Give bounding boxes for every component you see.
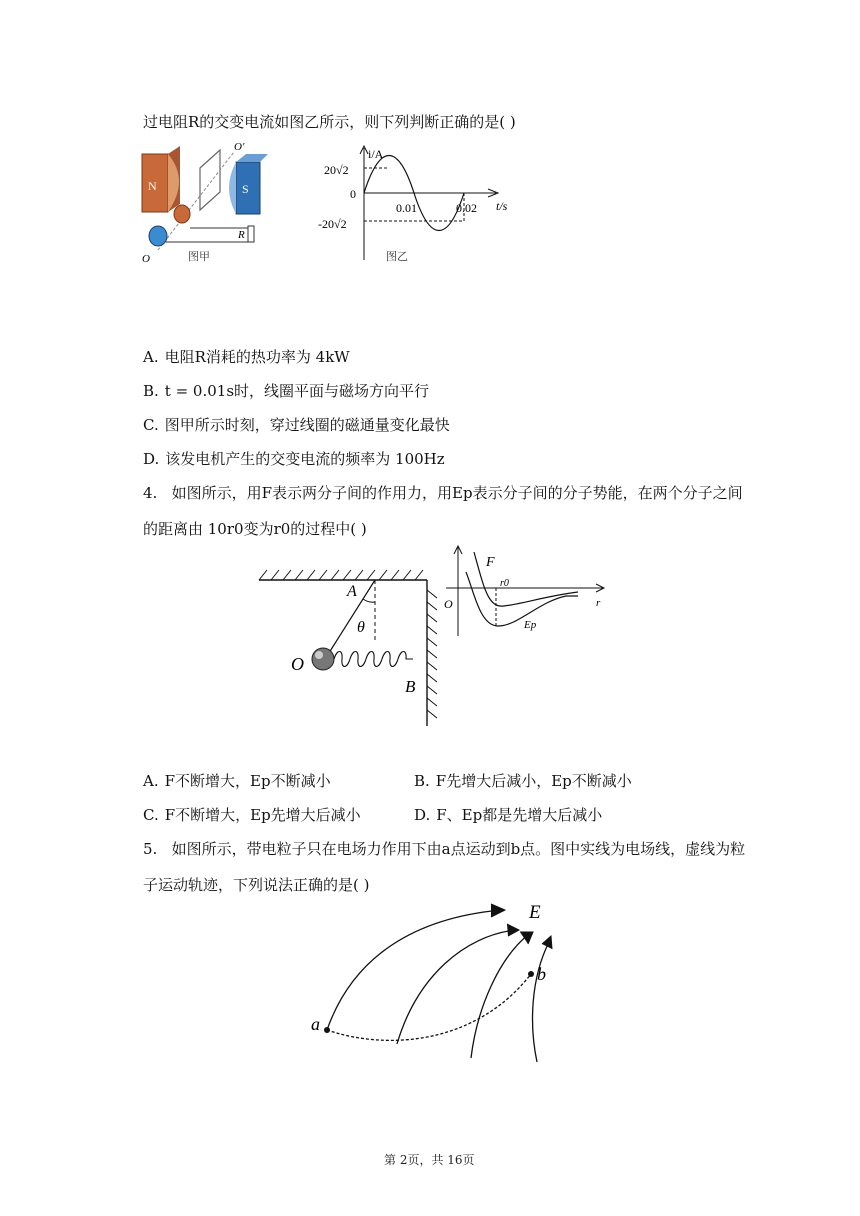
- label-o: O: [142, 253, 150, 265]
- circuit-wire: [166, 228, 248, 242]
- page-footer: 第 2页，共 16页: [384, 1153, 475, 1167]
- point-b: [528, 971, 534, 977]
- label-o-graph: O: [444, 597, 453, 611]
- caption-yi: 图乙: [386, 251, 408, 263]
- q4-option-c[interactable]: C. F不断增大，Ep先增大后减小: [143, 806, 361, 824]
- caption-jia: 图甲: [188, 251, 210, 263]
- label-ep: Ep: [524, 619, 537, 631]
- label-a: a: [311, 1014, 320, 1034]
- label-o-prime: O': [234, 141, 245, 153]
- q5-stem-line2: 子运动轨迹，下列说法正确的是( ): [143, 876, 370, 894]
- label-e: E: [529, 902, 541, 923]
- label-a: A: [347, 583, 357, 600]
- q3-option-b[interactable]: B. t = 0.01s时，线圈平面与磁场方向平行: [143, 382, 430, 400]
- origin-label: 0: [350, 187, 356, 201]
- y-max-label: 20√2: [324, 163, 349, 177]
- q5-stem-line1: 5. 如图所示，带电粒子只在电场力作用下由a点运动到b点。图中实线为电场线，虚线为粒: [143, 840, 746, 858]
- trajectory: [327, 974, 531, 1040]
- label-o-pendulum: O: [291, 654, 304, 674]
- slip-ring-2: [149, 226, 167, 246]
- q3-option-d[interactable]: D. 该发电机产生的交变电流的频率为 100Hz: [143, 450, 445, 468]
- q4-option-b[interactable]: B. F先增大后减小，Ep不断减小: [414, 772, 632, 790]
- spring: [334, 652, 413, 667]
- label-r0: r0: [500, 578, 509, 589]
- q5-number: 5.: [143, 840, 158, 858]
- current-graph: [318, 140, 518, 268]
- label-s: S: [242, 182, 249, 196]
- tick-002: 0.02: [456, 201, 477, 215]
- label-b: B: [405, 677, 416, 696]
- field-line-1: [327, 910, 501, 1030]
- q3-option-c[interactable]: C. 图甲所示时刻，穿过线圈的磁通量变化最快: [143, 416, 450, 434]
- q4-option-d[interactable]: D. F、Ep都是先增大后减小: [414, 806, 603, 824]
- field-line-3: [471, 934, 529, 1058]
- ep-curve: [466, 572, 578, 626]
- field-line-4: [533, 942, 549, 1062]
- x-axis-label: t/s: [496, 199, 508, 213]
- label-r: r: [596, 597, 601, 609]
- ball: [312, 648, 334, 670]
- q4-stem-line2: 的距离由 10r0变为r0的过程中( ): [143, 520, 367, 538]
- label-n: N: [148, 179, 157, 193]
- field-line-2: [397, 930, 515, 1044]
- q4-stem-line1: 4. 如图所示，用F表示两分子间的作用力，用Ep表示分子间的分子势能，在两个分子之间: [143, 484, 743, 502]
- label-r: R: [238, 229, 245, 241]
- y-min-label: -20√2: [318, 217, 347, 231]
- label-b: b: [537, 964, 546, 984]
- q3-intro: 过电阻R的交变电流如图乙所示，则下列判断正确的是( ): [143, 113, 516, 131]
- q4-option-a[interactable]: A. F不断增大，Ep不断减小: [143, 772, 331, 790]
- slip-ring-1: [174, 205, 190, 223]
- molecular-force-graph: [438, 542, 610, 642]
- electric-field-figure: [305, 896, 565, 1072]
- y-axis-label: i/A: [368, 147, 384, 161]
- pendulum-spring-figure: [255, 566, 445, 732]
- label-f: F: [486, 555, 495, 570]
- coil-frame: [200, 150, 220, 210]
- tick-001: 0.01: [396, 201, 417, 215]
- label-theta: θ: [357, 619, 365, 636]
- generator-figure: [138, 140, 268, 268]
- resistor: [248, 226, 254, 242]
- q3-option-a[interactable]: A. 电阻R消耗的热功率为 4kW: [143, 348, 350, 366]
- q4-number: 4.: [143, 484, 158, 502]
- point-a: [324, 1027, 330, 1033]
